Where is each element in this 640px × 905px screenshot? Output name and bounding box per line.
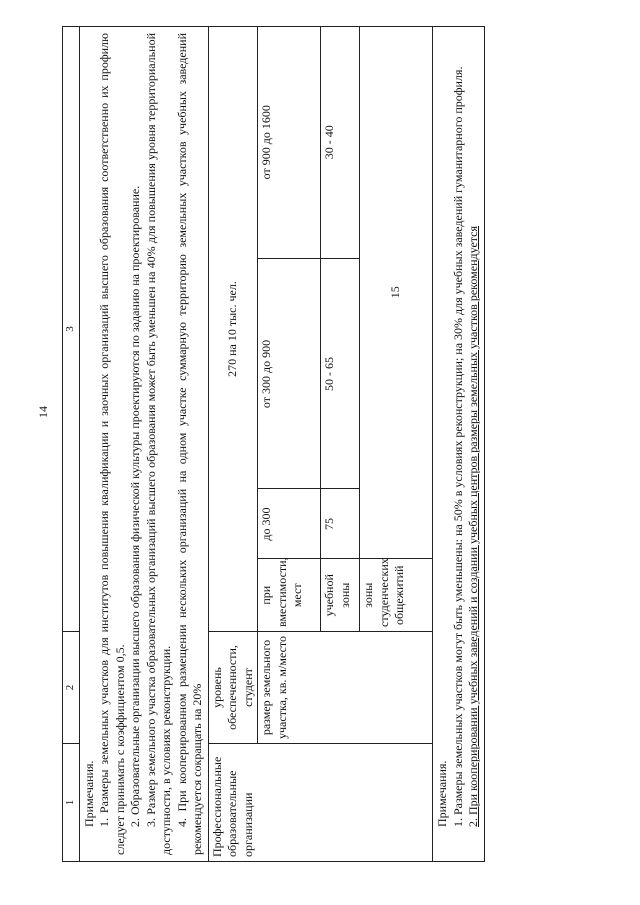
column-number: 2 (63, 632, 80, 744)
land-norms-table (62, 26, 485, 862)
capacity-row (258, 26, 321, 631)
notes-heading: Примечания. (435, 760, 449, 827)
notes-heading: Примечания. (81, 760, 96, 827)
capacity-value: до 300 (258, 489, 321, 559)
notes-bottom (433, 27, 485, 862)
provision-row (208, 27, 258, 862)
note-item: 2. При кооперировании учебных заведений и создании учебных центров размеры земельных участков рекомендуется (466, 225, 480, 827)
note-item: 1. Размеры земельных участков для институтов повышения квалификации и заочных организаций высшего образования соответственно их профилю следует принимать с коэффициентом 0,5. (97, 33, 127, 855)
provision-value: 270 на 10 тыс. чел. (208, 27, 258, 632)
notes-top-row (79, 27, 208, 862)
notes-bottom-row (433, 27, 485, 862)
page-number: 14 (36, 406, 50, 418)
capacity-label: при вместимости, мест (258, 559, 321, 631)
note-item: 1. Размеры земельных участков могут быть уменьшены: на 50% в условиях реконструкции; на 30% для учебных заведений гуманитарного профиля. (450, 66, 465, 827)
column-number: 1 (63, 744, 80, 862)
notes-top (79, 27, 208, 862)
column-number-row (63, 27, 80, 862)
study-zone-value: 75 (321, 489, 360, 559)
study-zone-row (321, 26, 360, 631)
category-cell: Профессиональные образовательные организации (208, 744, 433, 862)
capacity-value: от 900 до 1600 (258, 26, 321, 259)
rotated-page (62, 27, 545, 862)
note-item: 4. При кооперированном размещении нескольких организаций на одном участке суммарную территорию земельных участков учебных заведений рекомендуется сокращать на 20% (174, 33, 204, 855)
study-zone-value: 50 - 65 (321, 259, 360, 489)
dorm-zone-label: зоны студенческих общежитий (360, 559, 433, 631)
provision-label: уровень обеспеченности, студент (208, 632, 258, 744)
dorm-zone-row (360, 26, 433, 631)
land-row (258, 27, 433, 862)
column-number: 3 (63, 27, 80, 632)
land-values-cell (258, 27, 433, 632)
study-zone-value: 30 - 40 (321, 26, 360, 259)
land-values-table (258, 26, 432, 631)
study-zone-label: учебной зоны (321, 559, 360, 631)
capacity-value: от 300 до 900 (258, 259, 321, 489)
land-label: размер земельного участка, кв. м/место (258, 632, 433, 744)
note-item: 3. Размер земельного участка образовательных организаций высшего образования может быть уменьшен на 40% для повышения уровня территориальной доступности, в условиях реконструкции. (143, 33, 173, 855)
note-item: 2. Образовательные организации высшего образования физической культуры проектируются по заданию на проектирование. (128, 185, 142, 827)
dorm-zone-value: 15 (360, 26, 433, 559)
